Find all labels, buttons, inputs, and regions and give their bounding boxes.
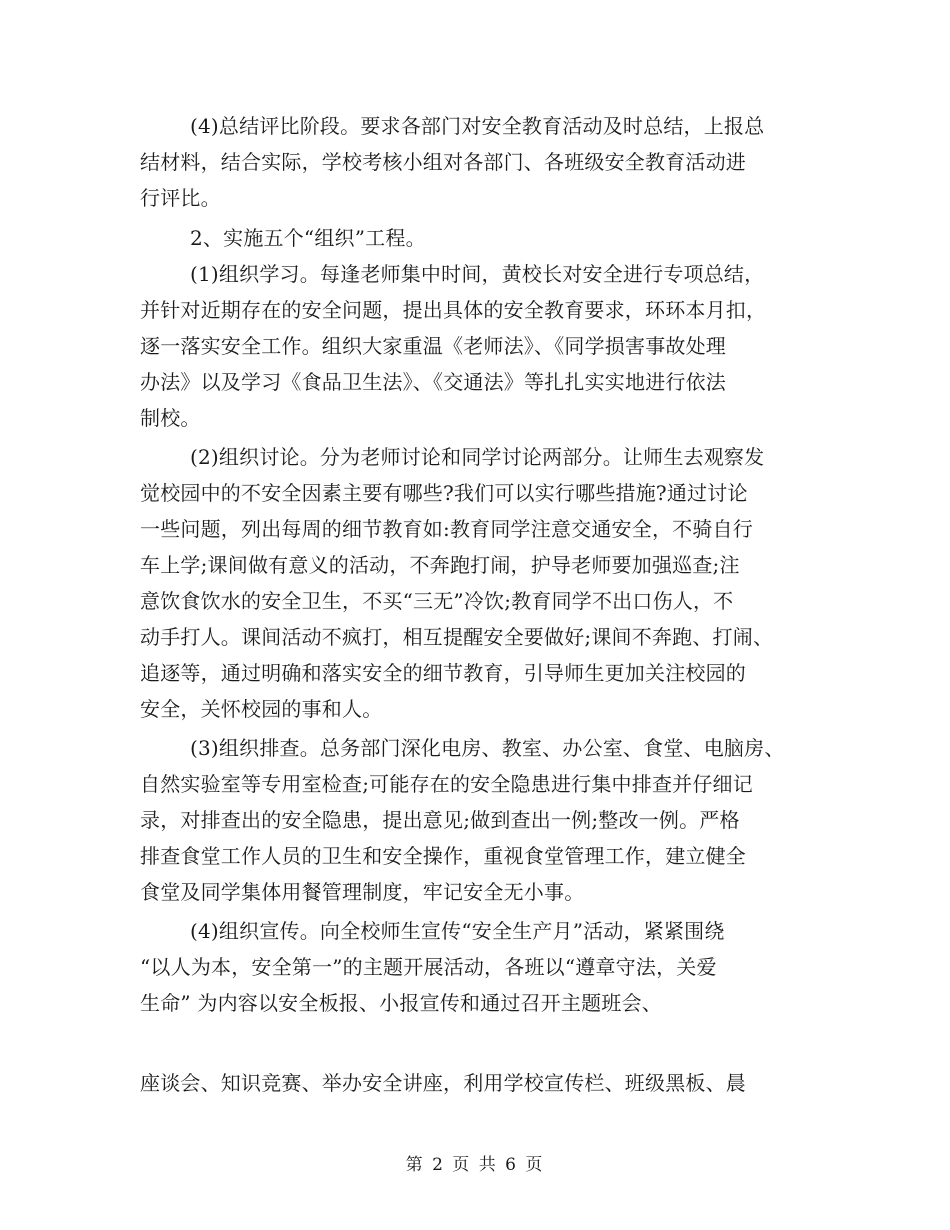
- paragraph-line: (4)总结评比阶段。要求各部门对安全教育活动及时总结，上报总: [190, 114, 765, 138]
- paragraph-line: 意饮食饮水的安全卫生，不买“三无”冷饮;教育同学不出口伤人，不: [140, 589, 734, 613]
- page-number-footer: 第 2 页 共 6 页: [405, 1155, 545, 1175]
- paragraph-line: 生命” 为内容以安全板报、小报宣传和通过召开主题班会、: [140, 991, 662, 1015]
- paragraph-line: (2)组织讨论。分为老师讨论和同学讨论两部分。让师生去观察发: [190, 445, 765, 469]
- paragraph-line: 追逐等，通过明确和落实安全的细节教育，引导师生更加关注校园的: [140, 661, 746, 685]
- paragraph-line: 行评比。: [140, 186, 221, 210]
- paragraph-line: 制校。: [140, 406, 201, 430]
- paragraph-line: (3)组织排查。总务部门深化电房、教室、办公室、食堂、电脑房、: [190, 736, 785, 760]
- paragraph-line: 车上学;课间做有意义的活动，不奔跑打闹，护导老师要加强巡查;注: [140, 553, 740, 577]
- paragraph-line: 录，对排查出的安全隐患，提出意见;做到查出一例;整改一例。严格: [140, 808, 740, 832]
- paragraph-line: 并针对近期存在的安全问题，提出具体的安全教育要求，环环本月扣，: [140, 298, 767, 322]
- paragraph-line: 办法》以及学习《食品卫生法》、《交通法》等扎扎实实地进行依法: [140, 370, 726, 394]
- paragraph-line: “以人为本，安全第一”的主题开展活动，各班以“遵章守法，关爱: [140, 955, 717, 979]
- paragraph-line: 结材料，结合实际，学校考核小组对各部门、各班级安全教育活动进: [140, 150, 746, 174]
- paragraph-line: (1)组织学习。每逢老师集中时间，黄校长对安全进行专项总结，: [190, 262, 765, 286]
- paragraph-line: 安全，关怀校园的事和人。: [140, 697, 383, 721]
- paragraph-line: 座谈会、知识竞赛、举办安全讲座，利用学校宣传栏、班级黑板、晨: [140, 1071, 746, 1095]
- paragraph-line: 觉校园中的不安全因素主要有哪些?我们可以实行哪些措施?通过讨论: [140, 481, 748, 505]
- section-heading: 2、实施五个“组织”工程。: [190, 226, 426, 250]
- paragraph-line: (4)组织宣传。向全校师生宣传“安全生产月”活动，紧紧围绕: [190, 919, 725, 943]
- paragraph-line: 食堂及同学集体用餐管理制度，牢记安全无小事。: [140, 880, 585, 904]
- paragraph-line: 动手打人。课间活动不疯打，相互提醒安全要做好;课间不奔跑、打闹、: [140, 625, 774, 649]
- paragraph-line: 一些问题，列出每周的细节教育如:教育同学注意交通安全，不骑自行: [140, 517, 753, 541]
- paragraph-line: 排查食堂工作人员的卫生和安全操作，重视食堂管理工作，建立健全: [140, 844, 746, 868]
- paragraph-line: 逐一落实安全工作。组织大家重温《老师法》、《同学损害事故处理: [140, 334, 726, 358]
- paragraph-line: 自然实验室等专用室检查;可能存在的安全隐患进行集中排查并仔细记: [140, 772, 753, 796]
